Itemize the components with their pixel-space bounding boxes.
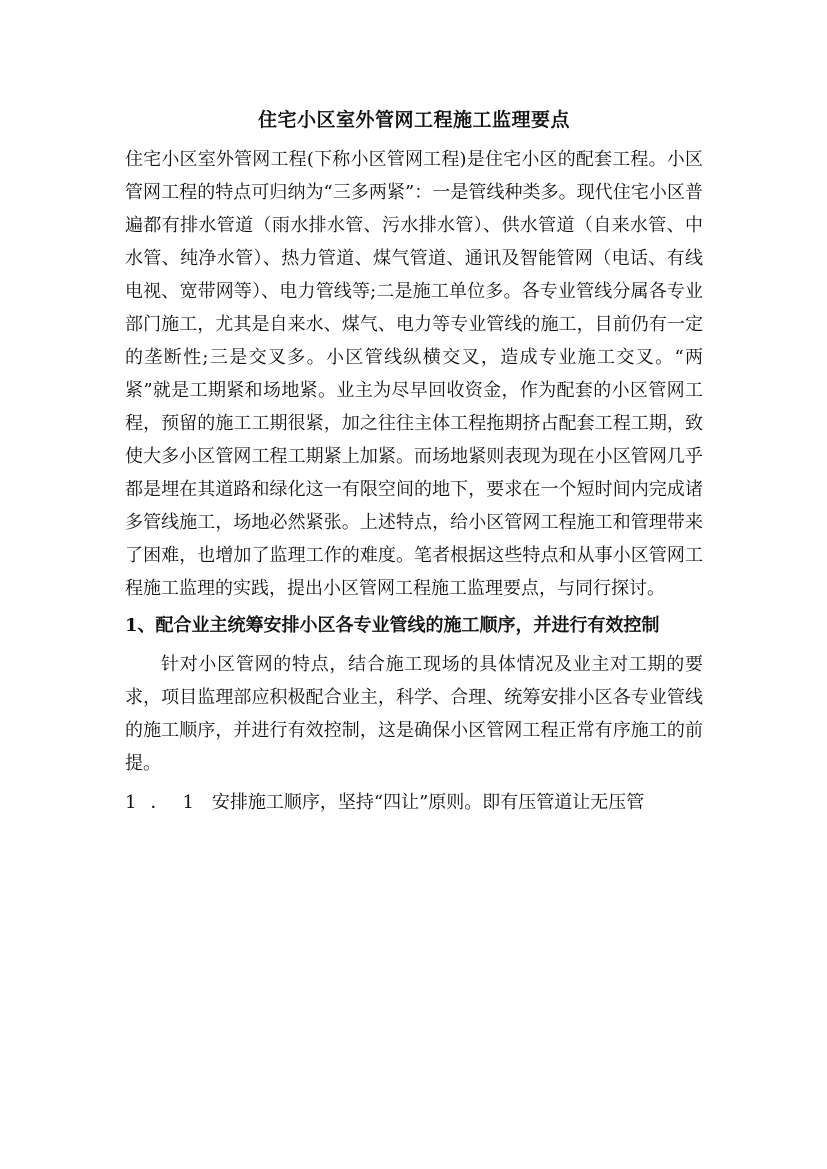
section-1-body: 针对小区管网的特点，结合施工现场的具体情况及业主对工期的要求，项目监理部应积极配合业主，科学、合理、统筹安排小区各专业管线的施工顺序，并进行有效控制，这是确保小区管网工程正常有序施工的前提。 [125, 654, 703, 774]
section-1-heading: 1、配合业主统筹安排小区各专业管线的施工顺序，并进行有效控制 [125, 615, 660, 636]
subsection-1-1-text: 安排施工顺序，坚持“四让”原则。即有压管道让无压管 [211, 792, 645, 813]
subsection-1-1 [125, 786, 703, 819]
document-page [125, 107, 703, 819]
subsection-1-1-number: 1．1 [125, 792, 208, 813]
intro-paragraph: 住宅小区室外管网工程(下称小区管网工程)是住宅小区的配套工程。小区管网工程的特点可归纳为“三多两紧”：一是管线种类多。现代住宅小区普遍都有排水管道（雨水排水管、污水排水管）、供水管道（自来水管、中水管、纯净水管）、热力管道、煤气管道、通讯及智能管网（电话、有线电视、宽带网等）、电力管线等;二是施工单位多。各专业管线分属各专业部门施工，尤其是自来水、煤气、电力等专业管线的施工，目前仍有一定的垄断性;三是交叉多。小区管线纵横交叉，造成专业施工交叉。“两紧”就是工期紧和场地紧。业主为尽早回收资金，作为配套的小区管网工程，预留的施工工期很紧，加之往往主体工程拖期挤占配套工程工期，致使大多小区管网工程工期紧上加紧。而场地紧则表现为现在小区管网几乎都是埋在其道路和绿化这一有限空间的地下，要求在一个短时间内完成诸多管线施工，场地必然紧张。上述特点，给小区管网工程施工和管理带来了困难，也增加了监理工作的难度。笔者根据这些特点和从事小区管网工程施工监理的实践，提出小区管网工程施工监理要点，与同行探讨。 [125, 149, 703, 599]
document-title: 住宅小区室外管网工程施工监理要点 [257, 109, 570, 131]
